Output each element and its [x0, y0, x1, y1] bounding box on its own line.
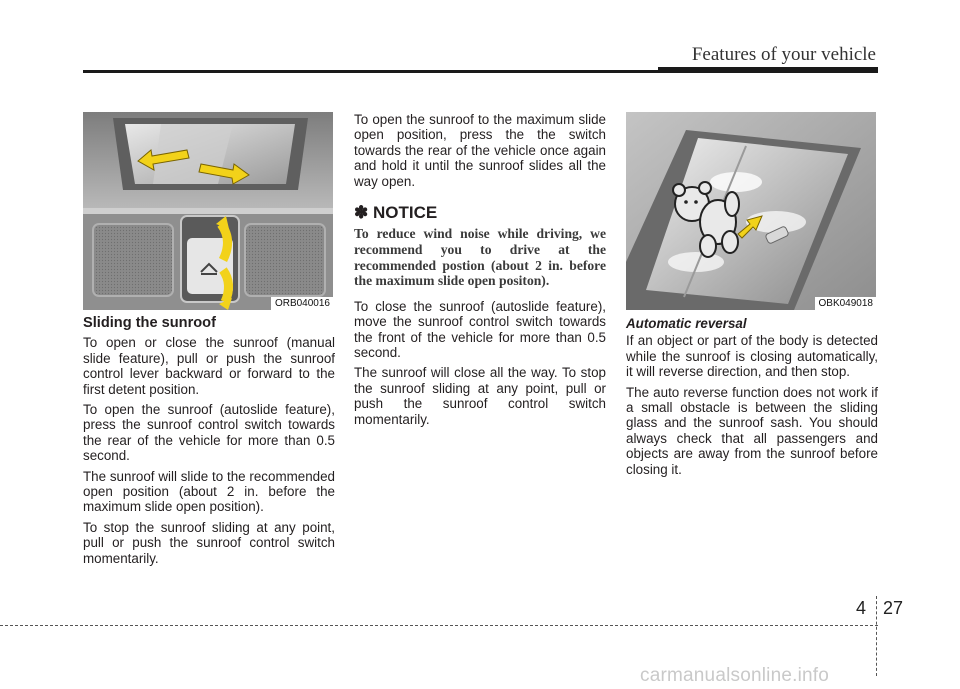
middle-column [354, 112, 606, 432]
paragraph: To open or close the sunroof (manual slide feature), pull or push the sunroof control lever backward or forward to the first detent position. [83, 335, 335, 397]
paragraph: To open the sunroof (autoslide feature), press the sunroof control switch towards the rear of the vehicle for more than 0.5 second. [83, 402, 335, 464]
paragraph: To open the sunroof to the maximum slide open position, press the the switch towards the rear of the vehicle once again and hold it until the sunroof slides all the way open. [354, 112, 606, 189]
header-title: Features of your vehicle [691, 44, 876, 65]
sunroof-control-figure [83, 112, 333, 310]
paragraph: If an object or part of the body is detected while the sunroof is closing automatically, it will reverse direction, and then stop. [626, 333, 878, 380]
right-column [626, 112, 878, 482]
figure-code: OBK049018 [815, 297, 877, 310]
watermark: carmanualsonline.info [640, 665, 830, 686]
footer-rule [0, 625, 878, 626]
header-rule-accent [658, 67, 878, 73]
paragraph: The sunroof will close all the way. To stop the sunroof sliding at any point, pull or push the sunroof control switch momentarily. [354, 365, 606, 427]
paragraph: To stop the sunroof sliding at any point, pull or push the sunroof control switch momentarily. [83, 519, 335, 566]
figure-code: ORB040016 [271, 297, 333, 310]
sunroof-control-illustration [83, 112, 333, 310]
page-number: 27 [883, 598, 904, 618]
notice-heading: ✽ NOTICE [354, 203, 438, 223]
footer-separator [876, 596, 877, 676]
section-heading: Sliding the sunroof [83, 315, 216, 331]
paragraph: To close the sunroof (autoslide feature), move the sunroof control switch towards the front of the vehicle for more than 0.5 second. [354, 298, 606, 361]
subheading: Automatic reversal [626, 316, 747, 331]
auto-reverse-figure [626, 112, 876, 310]
paragraph: The auto reverse function does not work if a small obstacle is between the sliding glass and the sunroof sash. You should always check that all passengers and objects are away from the sunroof before closing it. [626, 384, 878, 477]
notice-body: To reduce wind noise while driving, we recommend you to drive at the recommended postion (about 2 in. before the maximum slide open positon). [354, 226, 606, 289]
chapter-number: 4 [856, 598, 867, 618]
auto-reverse-illustration [626, 112, 876, 310]
paragraph: The sunroof will slide to the recommended open position (about 2 in. before the maximum slide open position). [83, 468, 335, 515]
left-column [83, 112, 335, 571]
